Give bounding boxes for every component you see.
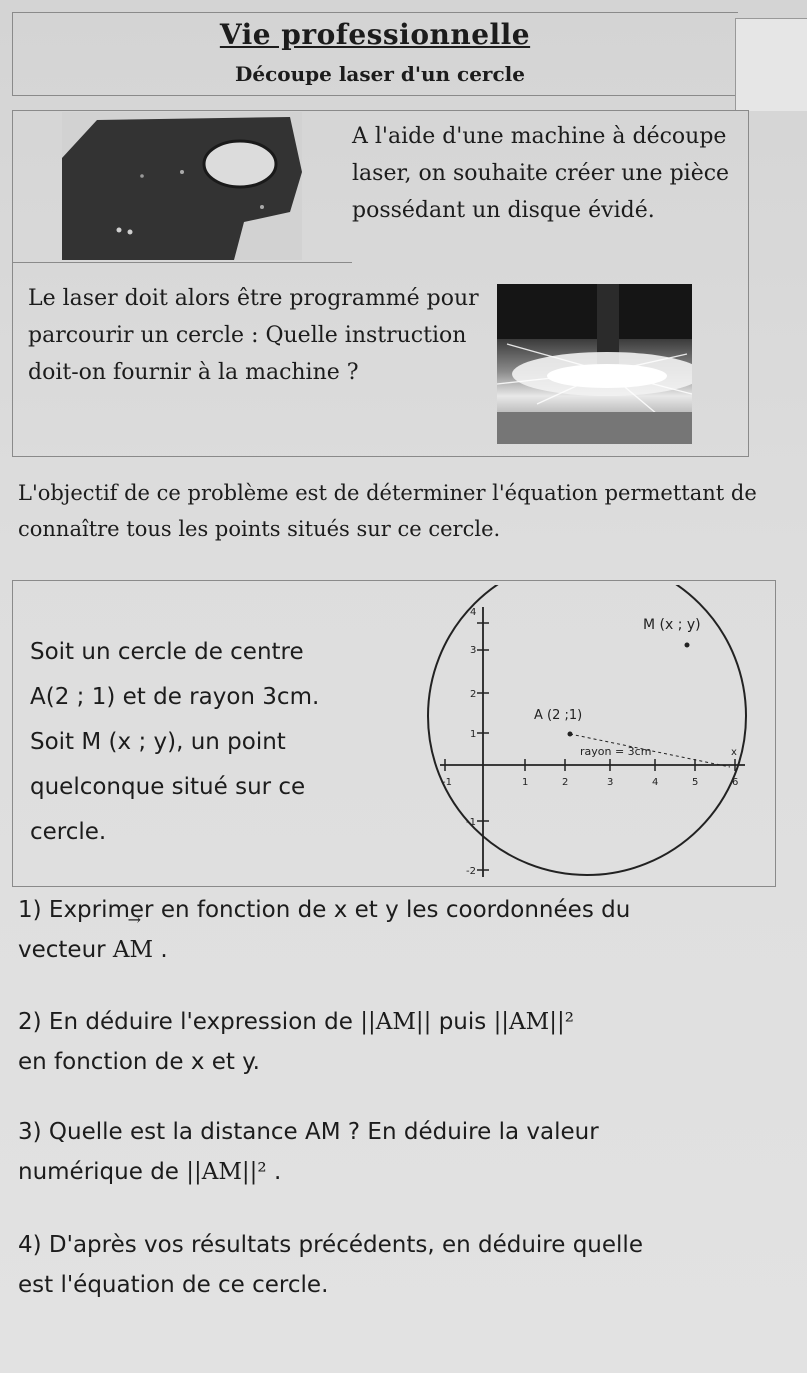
statement-line: Soit un cercle de centre	[30, 639, 304, 665]
x-tick-label: 3	[607, 777, 614, 788]
center-point-a	[568, 732, 573, 737]
y-tick-label: 1	[470, 729, 477, 740]
machined-part-photo	[62, 112, 302, 260]
radius-label: rayon = 3cm	[580, 745, 652, 758]
page-subtitle: Découpe laser d'un cercle	[235, 62, 525, 86]
y-tick-label: -1	[466, 817, 476, 828]
y-tick-label: 4	[470, 607, 477, 618]
y-tick-label: 3	[470, 645, 477, 656]
question-1-suffix: .	[160, 937, 168, 963]
question-3-suffix: .	[273, 1159, 282, 1185]
x-tick-label: 6	[732, 777, 739, 788]
question-4-line2: est l'équation de ce cercle.	[18, 1272, 329, 1298]
question-1-line1: 1) Exprimer en fonction de x et y les coordonnées du	[18, 897, 631, 923]
point-m-label: M (x ; y)	[643, 617, 701, 633]
page-title: Vie professionnelle	[219, 18, 531, 51]
norm-am: ||AM||	[360, 1009, 432, 1035]
context-divider	[12, 262, 352, 263]
vector-am: → AM	[113, 930, 153, 970]
question-1	[18, 890, 798, 970]
circle-diagram	[400, 585, 780, 885]
question-4	[18, 1225, 798, 1305]
question-2-line2: en fonction de x et y.	[18, 1049, 260, 1075]
statement-line: cercle.	[30, 819, 107, 845]
statement-line: A(2 ; 1) et de rayon 3cm.	[30, 684, 320, 710]
question-2	[18, 1002, 798, 1082]
norm-am-squared-value: ||AM||²	[186, 1159, 267, 1185]
question-3-line2	[18, 1152, 798, 1192]
objective-text: L'objectif de ce problème est de déterminer l'équation permettant de connaître tous les points situés sur ce cercle.	[18, 481, 757, 541]
x-tick-label: -1	[442, 777, 452, 788]
center-label: A (2 ;1)	[534, 708, 583, 723]
question-2-line1	[18, 1002, 798, 1042]
x-axis-label: x	[731, 747, 737, 758]
question-3-prefix: numérique de	[18, 1159, 179, 1185]
question-2-prefix: 2) En déduire l'expression de	[18, 1009, 353, 1035]
circle-statement	[30, 630, 400, 855]
x-tick-label: 2	[562, 777, 569, 788]
norm-am-squared: ||AM||²	[493, 1009, 574, 1035]
y-tick-label: -2	[466, 866, 476, 877]
point-m	[685, 643, 690, 648]
statement-line: Soit M (x ; y), un point	[30, 729, 286, 755]
laser-cutting-photo	[497, 284, 692, 444]
statement-line: quelconque situé sur ce	[30, 774, 306, 800]
intro-text: A l'aide d'une machine à découpe laser, on souhaite créer une pièce possédant un disque évidé.	[352, 124, 730, 223]
question-3-line1: 3) Quelle est la distance AM ? En déduire la valeur	[18, 1119, 599, 1145]
question-2-mid: puis	[438, 1009, 487, 1035]
question-1-prefix: vecteur	[18, 937, 106, 963]
x-tick-label: 1	[522, 777, 529, 788]
question-1-line2	[18, 930, 798, 970]
question-3	[18, 1112, 798, 1192]
question-4-line1: 4) D'après vos résultats précédents, en déduire quelle	[18, 1232, 643, 1258]
laser-question-text: Le laser doit alors être programmé pour parcourir un cercle : Quelle instruction doit-on fournir à la machine ?	[28, 286, 479, 385]
x-tick-label: 4	[652, 777, 659, 788]
x-tick-label: 5	[692, 777, 699, 788]
y-tick-label: 2	[470, 689, 477, 700]
